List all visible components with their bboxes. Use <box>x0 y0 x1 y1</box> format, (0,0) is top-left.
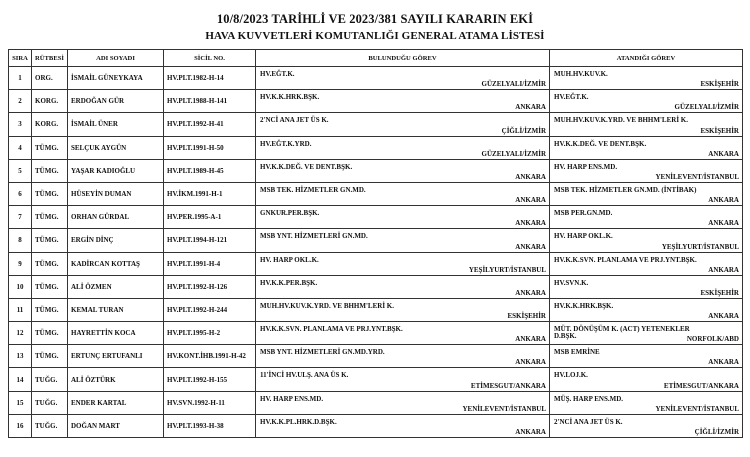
table-row <box>9 136 743 159</box>
new-unit: MSB PER.GN.MD. <box>554 209 613 218</box>
cell-atandigi-gorev <box>550 368 743 391</box>
cell-sicil-no: HV.PLT.1994-H-121 <box>164 229 256 252</box>
cell-adi-soyadi: HAYRETTİN KOCA <box>68 322 164 345</box>
current-location: ESKİŞEHİR <box>507 312 546 321</box>
current-unit: MSB YNT. HİZMETLERİ GN.MD.YRD. <box>260 348 385 357</box>
current-unit: HV.EĞT.K. <box>260 70 295 78</box>
current-unit: MUH.HV.KUV.K.YRD. VE BHHM'LERİ K. <box>260 301 394 310</box>
new-location: ANKARA <box>708 312 739 321</box>
cell-bulundugu-gorev <box>256 252 550 275</box>
cell-rutbe: TÜMG. <box>32 182 68 205</box>
new-location: ANKARA <box>708 196 739 205</box>
new-unit: HV.K.K.DEĞ. VE DENT.BŞK. <box>554 139 647 148</box>
cell-bulundugu-gorev <box>256 298 550 321</box>
cell-bulundugu-gorev <box>256 206 550 229</box>
current-location: ANKARA <box>515 172 546 181</box>
current-unit: HV.K.K.SVN. PLANLAMA VE PRJ.YNT.BŞK. <box>260 325 403 334</box>
cell-rutbe: TÜMG. <box>32 322 68 345</box>
document-title: 10/8/2023 TARİHLİ VE 2023/381 SAYILI KARARIN EKİ <box>216 12 534 26</box>
current-unit: HV.EĞT.K.YRD. <box>260 139 312 148</box>
new-unit: MUH.HV.KUV.K. <box>554 70 608 78</box>
new-location: ETİMESGUT/ANKARA <box>663 381 739 390</box>
current-location: ANKARA <box>515 288 546 297</box>
cell-sicil-no: HV.PLT.1991-H-4 <box>164 252 256 275</box>
cell-bulundugu-gorev <box>256 391 550 414</box>
cell-rutbe: TUĞG. <box>32 414 68 437</box>
new-location: GÜZELYALI/İZMİR <box>674 103 739 112</box>
cell-rutbe: TÜMG. <box>32 159 68 182</box>
cell-sira: 4 <box>9 136 32 159</box>
new-location: ANKARA <box>708 149 739 158</box>
cell-sicil-no: HV.PLT.1988-H-141 <box>164 90 256 113</box>
cell-rutbe: TÜMG. <box>32 345 68 368</box>
current-unit: MSB TEK. HİZMETLER GN.MD. <box>260 185 366 194</box>
current-unit: HV.K.K.HRK.BŞK. <box>260 93 320 102</box>
column-header-atandigi-gorev: ATANDIĞI GÖREV <box>550 50 743 67</box>
current-unit: HV.K.K.PL.HRK.D.BŞK. <box>260 417 337 426</box>
cell-sicil-no: HV.KONT.İHB.1991-H-42 <box>164 345 256 368</box>
cell-atandigi-gorev <box>550 345 743 368</box>
cell-atandigi-gorev <box>550 322 743 345</box>
cell-sicil-no: HV.PLT.1989-H-45 <box>164 159 256 182</box>
cell-adi-soyadi: İSMAİL GÜNEYKAYA <box>68 67 164 90</box>
cell-sira: 12 <box>9 322 32 345</box>
new-unit-line2: D.BŞK. <box>554 332 577 341</box>
cell-sira: 7 <box>9 206 32 229</box>
cell-sira: 6 <box>9 182 32 205</box>
new-unit: HV.K.K.HRK.BŞK. <box>554 301 614 310</box>
new-location: ANKARA <box>708 265 739 274</box>
cell-sira: 11 <box>9 298 32 321</box>
cell-sira: 2 <box>9 90 32 113</box>
cell-sira: 10 <box>9 275 32 298</box>
current-location: ANKARA <box>515 358 546 367</box>
cell-atandigi-gorev <box>550 252 743 275</box>
current-location: ANKARA <box>515 196 546 205</box>
cell-sicil-no: HV.PLT.1993-H-38 <box>164 414 256 437</box>
cell-bulundugu-gorev <box>256 414 550 437</box>
table-row <box>9 206 743 229</box>
current-location: ÇİĞLİ/İZMİR <box>501 126 546 135</box>
column-header-sicil-no: SİCİL NO. <box>164 50 256 67</box>
cell-adi-soyadi: YAŞAR KADIOĞLU <box>68 159 164 182</box>
column-header-bulundugu-gorev: BULUNDUĞU GÖREV <box>256 50 550 67</box>
new-location: ANKARA <box>708 358 739 367</box>
cell-sicil-no: HV.PLT.1992-H-244 <box>164 298 256 321</box>
cell-sira: 15 <box>9 391 32 414</box>
table-row <box>9 252 743 275</box>
cell-bulundugu-gorev <box>256 159 550 182</box>
new-unit: MSB EMRİNE <box>554 348 600 357</box>
column-header-adi-soyadi: ADI SOYADI <box>68 50 164 67</box>
table-row <box>9 90 743 113</box>
cell-atandigi-gorev <box>550 391 743 414</box>
cell-adi-soyadi: ENDER KARTAL <box>68 391 164 414</box>
new-unit: HV.SVN.K. <box>554 278 589 287</box>
current-unit: HV.K.K.DEĞ. VE DENT.BŞK. <box>260 162 353 171</box>
table-row <box>9 368 743 391</box>
cell-bulundugu-gorev <box>256 275 550 298</box>
cell-adi-soyadi: İSMAİL ÜNER <box>68 113 164 136</box>
cell-sicil-no: HV.PLT.1992-H-126 <box>164 275 256 298</box>
table-row <box>9 159 743 182</box>
current-location: YENİLEVENT/İSTANBUL <box>462 404 546 413</box>
current-location: YEŞİLYURT/İSTANBUL <box>468 265 546 274</box>
new-unit: MSB TEK. HİZMETLER GN.MD. (İNTİBAK) <box>554 185 697 194</box>
new-location: ÇİĞLİ/İZMİR <box>694 428 739 436</box>
cell-sicil-no: HV.PLT.1992-H-41 <box>164 113 256 136</box>
cell-sicil-no: HV.SVN.1992-H-11 <box>164 391 256 414</box>
new-unit: HV.EĞT.K. <box>554 93 589 102</box>
cell-rutbe: TÜMG. <box>32 136 68 159</box>
cell-rutbe: TÜMG. <box>32 229 68 252</box>
cell-sira: 1 <box>9 67 32 90</box>
cell-bulundugu-gorev <box>256 182 550 205</box>
cell-sira: 8 <box>9 229 32 252</box>
current-unit: MSB YNT. HİZMETLERİ GN.MD. <box>260 232 368 241</box>
new-unit: HV. HARP OKL.K. <box>554 232 613 241</box>
column-header-sira: SIRA <box>9 50 32 67</box>
new-location: NORFOLK/ABD <box>686 335 739 344</box>
cell-bulundugu-gorev <box>256 368 550 391</box>
new-location: YENİLEVENT/İSTANBUL <box>655 404 739 413</box>
table-row <box>9 229 743 252</box>
current-location: ETİMESGUT/ANKARA <box>470 381 546 390</box>
new-location: ESKİŞEHİR <box>700 288 739 297</box>
cell-atandigi-gorev <box>550 136 743 159</box>
new-unit: MÜT. DÖNÜŞÜM K. (ACT) YETENEKLER <box>554 325 690 334</box>
cell-atandigi-gorev <box>550 113 743 136</box>
new-unit: HV. HARP ENS.MD. <box>554 162 618 171</box>
cell-rutbe: TÜMG. <box>32 298 68 321</box>
cell-adi-soyadi: ERDOĞAN GÜR <box>68 90 164 113</box>
cell-adi-soyadi: ALİ ÖZTÜRK <box>68 368 164 391</box>
current-unit: HV.K.K.PER.BŞK. <box>260 278 318 287</box>
new-unit: 2'NCİ ANA JET ÜS K. <box>554 417 623 426</box>
table-row <box>9 113 743 136</box>
cell-sira: 5 <box>9 159 32 182</box>
cell-atandigi-gorev <box>550 275 743 298</box>
cell-atandigi-gorev <box>550 298 743 321</box>
new-unit: MUH.HV.KUV.K.YRD. VE BHHM'LERİ K. <box>554 116 688 125</box>
cell-bulundugu-gorev <box>256 113 550 136</box>
cell-sicil-no: HV.PLT.1992-H-155 <box>164 368 256 391</box>
current-unit: HV. HARP ENS.MD. <box>260 394 324 403</box>
current-unit: 2'NCİ ANA JET ÜS K. <box>260 116 329 125</box>
current-location: GÜZELYALI/İZMİR <box>481 149 546 158</box>
cell-bulundugu-gorev <box>256 90 550 113</box>
cell-rutbe: TÜMG. <box>32 252 68 275</box>
cell-rutbe: ORG. <box>32 67 68 90</box>
table-row <box>9 391 743 414</box>
new-location: YENİLEVENT/İSTANBUL <box>655 172 739 181</box>
cell-bulundugu-gorev <box>256 345 550 368</box>
current-location: ANKARA <box>515 335 546 344</box>
current-location: ANKARA <box>515 103 546 112</box>
cell-adi-soyadi: HÜSEYİN DUMAN <box>68 182 164 205</box>
new-location: ANKARA <box>708 219 739 228</box>
current-unit: GNKUR.PER.BŞK. <box>260 209 320 218</box>
cell-adi-soyadi: ORHAN GÜRDAL <box>68 206 164 229</box>
cell-adi-soyadi: ERTUNÇ ERTUFANLI <box>68 345 164 368</box>
cell-sira: 13 <box>9 345 32 368</box>
table-row <box>9 298 743 321</box>
current-location: GÜZELYALI/İZMİR <box>481 80 546 89</box>
cell-rutbe: TUĞG. <box>32 368 68 391</box>
new-unit: MÜŞ. HARP ENS.MD. <box>554 394 624 403</box>
cell-sicil-no: HV.PER.1995-A-1 <box>164 206 256 229</box>
column-header-rutbe: RÜTBESİ <box>32 50 68 67</box>
cell-adi-soyadi: DOĞAN MART <box>68 414 164 437</box>
cell-bulundugu-gorev <box>256 67 550 90</box>
current-location: ANKARA <box>515 428 546 436</box>
cell-sicil-no: HV.PLT.1995-H-2 <box>164 322 256 345</box>
cell-adi-soyadi: ALİ ÖZMEN <box>68 275 164 298</box>
cell-adi-soyadi: SELÇUK AYGÜN <box>68 136 164 159</box>
cell-rutbe: TÜMG. <box>32 275 68 298</box>
table-row <box>9 414 743 437</box>
cell-sira: 3 <box>9 113 32 136</box>
cell-atandigi-gorev <box>550 414 743 437</box>
cell-atandigi-gorev <box>550 206 743 229</box>
appointment-table <box>8 49 743 438</box>
table-header-row <box>9 50 743 67</box>
new-location: ESKİŞEHİR <box>700 80 739 89</box>
cell-adi-soyadi: KADİRCAN KOTTAŞ <box>68 252 164 275</box>
new-unit: HV.K.K.SVN. PLANLAMA VE PRJ.YNT.BŞK. <box>554 255 697 264</box>
cell-atandigi-gorev <box>550 182 743 205</box>
cell-sira: 9 <box>9 252 32 275</box>
cell-atandigi-gorev <box>550 229 743 252</box>
cell-rutbe: KORG. <box>32 90 68 113</box>
table-row <box>9 67 743 90</box>
document-subtitle: HAVA KUVVETLERİ KOMUTANLIĞI GENERAL ATAMA LİSTESİ <box>205 30 545 42</box>
table-row <box>9 322 743 345</box>
table-row <box>9 345 743 368</box>
table-row <box>9 182 743 205</box>
cell-atandigi-gorev <box>550 159 743 182</box>
cell-adi-soyadi: ERGİN DİNÇ <box>68 229 164 252</box>
cell-atandigi-gorev <box>550 67 743 90</box>
current-location: ANKARA <box>515 242 546 251</box>
cell-bulundugu-gorev <box>256 136 550 159</box>
cell-adi-soyadi: KEMAL TURAN <box>68 298 164 321</box>
current-unit: 11'İNCİ HV.ULŞ. ANA ÜS K. <box>260 371 349 380</box>
new-location: ESKİŞEHİR <box>700 126 739 135</box>
cell-rutbe: TÜMG. <box>32 206 68 229</box>
new-location: YEŞİLYURT/İSTANBUL <box>661 242 739 251</box>
current-location: ANKARA <box>515 219 546 228</box>
cell-sira: 14 <box>9 368 32 391</box>
cell-sicil-no: HV.PLT.1982-H-14 <box>164 67 256 90</box>
cell-bulundugu-gorev <box>256 229 550 252</box>
table-row <box>9 275 743 298</box>
new-unit: HV.LOJ.K. <box>554 371 588 380</box>
cell-bulundugu-gorev <box>256 322 550 345</box>
cell-rutbe: KORG. <box>32 113 68 136</box>
cell-sicil-no: HV.İKM.1991-H-1 <box>164 182 256 205</box>
cell-sira: 16 <box>9 414 32 437</box>
cell-rutbe: TUĞG. <box>32 391 68 414</box>
current-unit: HV. HARP OKL.K. <box>260 255 319 264</box>
cell-atandigi-gorev <box>550 90 743 113</box>
cell-sicil-no: HV.PLT.1991-H-50 <box>164 136 256 159</box>
